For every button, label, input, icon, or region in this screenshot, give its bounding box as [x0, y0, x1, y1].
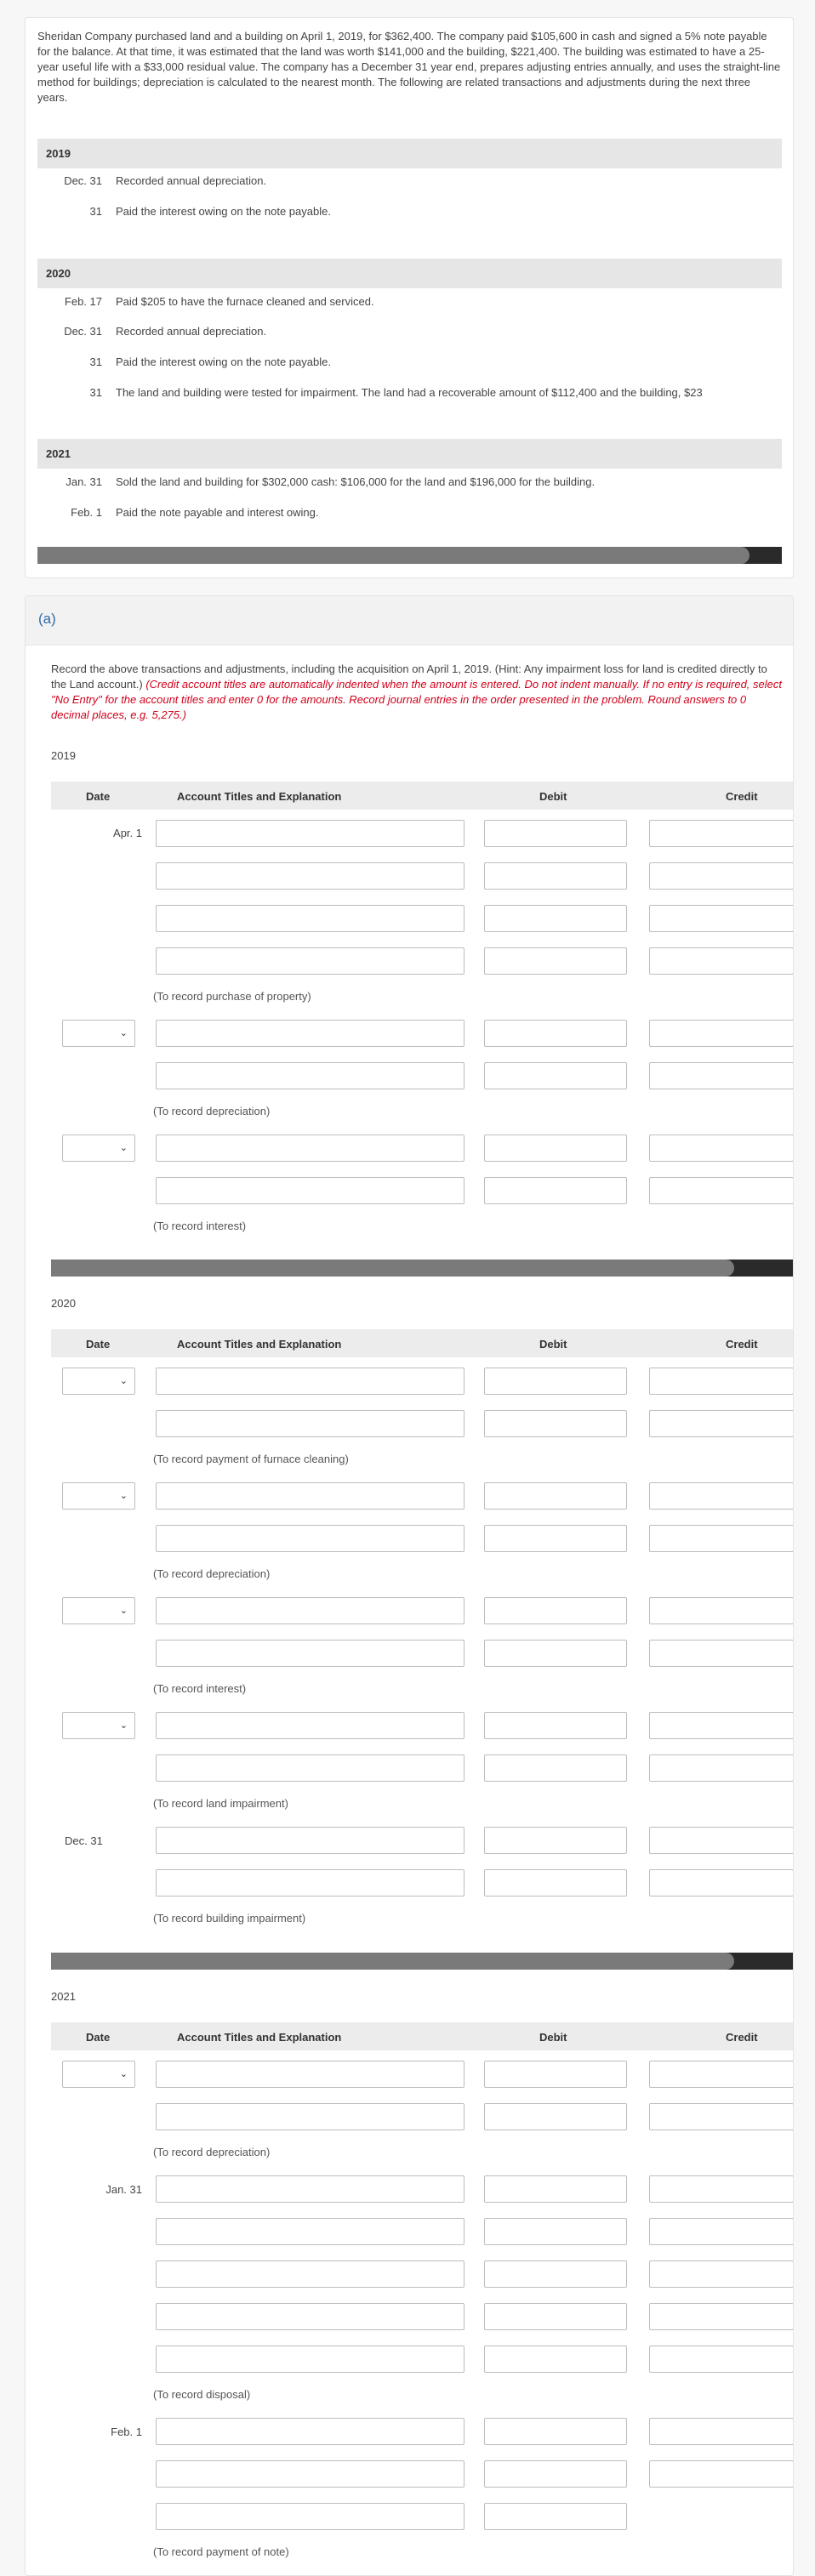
- debit-input[interactable]: [484, 905, 627, 932]
- account-input[interactable]: [156, 2418, 464, 2445]
- event-row: [89, 355, 331, 368]
- entry-memo: (To record building impairment): [153, 1912, 306, 1925]
- scrollbar-thumb[interactable]: [51, 1260, 734, 1277]
- debit-input[interactable]: [484, 2218, 627, 2245]
- account-input[interactable]: [156, 1134, 464, 1162]
- event-row: [89, 386, 783, 401]
- scrollbar-thumb[interactable]: [37, 547, 749, 564]
- date-header: Date: [86, 2031, 111, 2044]
- horizontal-scrollbar[interactable]: [51, 1260, 794, 1277]
- event-text: Paid the interest owing on the note payable.: [116, 355, 331, 368]
- year-header-2021: 2021: [37, 439, 782, 469]
- debit-input[interactable]: [484, 862, 627, 890]
- debit-input[interactable]: [484, 1482, 627, 1510]
- credit-input[interactable]: [649, 1177, 794, 1204]
- debit-input[interactable]: [484, 2260, 627, 2288]
- event-text: The land and building were tested for impairment. The land had a recoverable amount of $112,400 and the building, $23: [116, 386, 703, 399]
- debit-input[interactable]: [484, 2303, 627, 2330]
- debit-input[interactable]: [484, 1020, 627, 1047]
- account-input[interactable]: [156, 1754, 464, 1782]
- credit-input[interactable]: [649, 2303, 794, 2330]
- debit-input[interactable]: [484, 1754, 627, 1782]
- account-input[interactable]: [156, 1368, 464, 1395]
- credit-input[interactable]: [649, 1062, 794, 1089]
- chevron-down-icon: ⌄: [119, 1491, 128, 1501]
- debit-header: Debit: [539, 2031, 567, 2044]
- event-date: Dec. 31: [64, 325, 102, 338]
- event-row: [64, 174, 267, 187]
- instruction-warning: (Credit account titles are automatically indented when the amount is entered. Do not indent manually. If no entry is required, select "No Entry" for the account titles and enter 0 for the amounts. Record journal entries in the order presented in the problem. Round answers to 0 decimal places, e.g. 5,275.): [51, 678, 782, 721]
- part-a-card: [25, 595, 794, 2576]
- instruction-text: Record the above transactions and adjustments, including the acquisition on April 1, 2019. (Hint: Any impairment loss for land is credited directly to the Land account.): [51, 662, 767, 691]
- account-input[interactable]: [156, 1062, 464, 1089]
- event-row: [89, 205, 331, 218]
- part-label: (a): [38, 611, 56, 627]
- credit-input[interactable]: [649, 1410, 794, 1437]
- debit-input[interactable]: [484, 1640, 627, 1667]
- account-input[interactable]: [156, 1712, 464, 1739]
- event-date: 31: [89, 355, 102, 368]
- debit-input[interactable]: [484, 2346, 627, 2373]
- credit-input[interactable]: [649, 2061, 794, 2088]
- debit-header: Debit: [539, 790, 567, 803]
- date-select[interactable]: [62, 1368, 135, 1395]
- credit-input[interactable]: [649, 2460, 794, 2488]
- credit-header: Credit: [726, 1338, 758, 1351]
- event-row: [64, 325, 267, 338]
- account-input[interactable]: [156, 2218, 464, 2245]
- chevron-down-icon: ⌄: [119, 1143, 128, 1153]
- account-input[interactable]: [156, 2061, 464, 2088]
- credit-input[interactable]: [649, 1597, 794, 1624]
- account-input[interactable]: [156, 2175, 464, 2203]
- journal-header: [51, 782, 794, 810]
- credit-input[interactable]: [649, 2346, 794, 2373]
- debit-input[interactable]: [484, 1597, 627, 1624]
- entry-memo: (To record depreciation): [153, 1567, 271, 1580]
- entry-date: Jan. 31: [105, 2183, 142, 2196]
- debit-input[interactable]: [484, 2418, 627, 2445]
- event-date: Feb. 17: [64, 295, 102, 308]
- event-date: 31: [89, 205, 102, 218]
- event-date: Jan. 31: [66, 475, 102, 488]
- year-label-2020: 2020: [51, 1297, 76, 1310]
- debit-input[interactable]: [484, 1712, 627, 1739]
- debit-input[interactable]: [484, 2061, 627, 2088]
- entry-date: Dec. 31: [65, 1834, 103, 1847]
- event-row: [66, 475, 596, 488]
- journal-header: [51, 2022, 794, 2050]
- entry-memo: (To record depreciation): [153, 2146, 271, 2158]
- debit-input[interactable]: [484, 1869, 627, 1896]
- account-input[interactable]: [156, 1869, 464, 1896]
- debit-input[interactable]: [484, 2460, 627, 2488]
- instructions: [51, 662, 783, 723]
- debit-header: Debit: [539, 1338, 567, 1351]
- entry-memo: (To record interest): [153, 1220, 247, 1232]
- debit-input[interactable]: [484, 1827, 627, 1854]
- horizontal-scrollbar[interactable]: [51, 1953, 794, 1970]
- date-select[interactable]: [62, 1482, 135, 1510]
- chevron-down-icon: ⌄: [119, 2069, 128, 2079]
- account-header: Account Titles and Explanation: [177, 2031, 342, 2044]
- debit-input[interactable]: [484, 947, 627, 975]
- event-text: Paid $205 to have the furnace cleaned and serviced.: [116, 295, 374, 308]
- event-text: Sold the land and building for $302,000 cash: $106,000 for the land and $196,000 for the building.: [116, 475, 596, 488]
- debit-input[interactable]: [484, 2103, 627, 2130]
- event-date: Feb. 1: [71, 506, 102, 519]
- problem-card: [25, 17, 794, 578]
- credit-input[interactable]: [649, 1134, 794, 1162]
- event-text: Paid the note payable and interest owing.: [116, 506, 319, 519]
- horizontal-scrollbar[interactable]: [37, 547, 782, 564]
- debit-input[interactable]: [484, 2175, 627, 2203]
- debit-input[interactable]: [484, 1368, 627, 1395]
- credit-input[interactable]: [649, 2175, 794, 2203]
- account-header: Account Titles and Explanation: [177, 790, 342, 803]
- account-header: Account Titles and Explanation: [177, 1338, 342, 1351]
- event-row: [64, 295, 374, 308]
- credit-input[interactable]: [649, 862, 794, 890]
- account-input[interactable]: [156, 2460, 464, 2488]
- account-input[interactable]: [156, 820, 464, 847]
- credit-header: Credit: [726, 790, 758, 803]
- account-input[interactable]: [156, 2260, 464, 2288]
- entry-memo: (To record payment of note): [153, 2545, 289, 2558]
- date-header: Date: [86, 790, 111, 803]
- date-select[interactable]: [62, 1134, 135, 1162]
- debit-input[interactable]: [484, 1525, 627, 1552]
- event-text: Recorded annual depreciation.: [116, 174, 267, 187]
- date-select[interactable]: [62, 2061, 135, 2088]
- entry-memo: (To record land impairment): [153, 1797, 288, 1810]
- entry-memo: (To record payment of furnace cleaning): [153, 1453, 349, 1465]
- credit-input[interactable]: [649, 1482, 794, 1510]
- debit-input[interactable]: [484, 2503, 627, 2530]
- debit-input[interactable]: [484, 1062, 627, 1089]
- credit-input[interactable]: [649, 1640, 794, 1667]
- account-input[interactable]: [156, 1177, 464, 1204]
- credit-input[interactable]: [649, 2260, 794, 2288]
- account-input[interactable]: [156, 2346, 464, 2373]
- debit-input[interactable]: [484, 1410, 627, 1437]
- account-input[interactable]: [156, 2303, 464, 2330]
- account-input[interactable]: [156, 1482, 464, 1510]
- part-header: [26, 596, 793, 645]
- year-header-2020: 2020: [37, 259, 782, 288]
- problem-intro: Sheridan Company purchased land and a building on April 1, 2019, for $362,400. The company paid $105,600 in cash and signed a 5% note payable for the balance. At that time, it was estimated that the land was worth $141,000 and the building, $221,400. The building was estimated to have a 25-year useful life with a $33,000 residual value. The company has a December 31 year end, prepares adjusting entries annually, and uses the straight-line method for buildings; depreciation is calculated to the nearest month. The following are related transactions and adjustments during the next three years.: [37, 30, 781, 104]
- scrollbar-thumb[interactable]: [51, 1953, 734, 1970]
- credit-header: Credit: [726, 2031, 758, 2044]
- account-input[interactable]: [156, 905, 464, 932]
- event-date: Dec. 31: [64, 174, 102, 187]
- date-header: Date: [86, 1338, 111, 1351]
- account-input[interactable]: [156, 2103, 464, 2130]
- account-input[interactable]: [156, 2503, 464, 2530]
- chevron-down-icon: ⌄: [119, 1028, 128, 1038]
- account-input[interactable]: [156, 1410, 464, 1437]
- date-select[interactable]: [62, 1712, 135, 1739]
- credit-input[interactable]: [649, 1869, 794, 1896]
- year-label-2021: 2021: [51, 1990, 76, 2003]
- account-input[interactable]: [156, 1597, 464, 1624]
- event-row: [71, 506, 319, 519]
- event-text: Recorded annual depreciation.: [116, 325, 267, 338]
- date-select[interactable]: [62, 1597, 135, 1624]
- event-date: 31: [89, 386, 102, 399]
- credit-input[interactable]: [649, 1754, 794, 1782]
- account-input[interactable]: [156, 1640, 464, 1667]
- entry-date: Apr. 1: [113, 827, 142, 839]
- account-input[interactable]: [156, 1827, 464, 1854]
- year-label-2019: 2019: [51, 749, 76, 762]
- credit-input[interactable]: [649, 905, 794, 932]
- account-input[interactable]: [156, 862, 464, 890]
- entry-memo: (To record purchase of property): [153, 990, 311, 1003]
- year-header-2019: 2019: [37, 139, 782, 168]
- date-select[interactable]: [62, 1020, 135, 1047]
- entry-date: Feb. 1: [111, 2425, 142, 2438]
- chevron-down-icon: ⌄: [119, 1720, 128, 1731]
- credit-input[interactable]: [649, 1712, 794, 1739]
- credit-input[interactable]: [649, 1368, 794, 1395]
- debit-input[interactable]: [484, 820, 627, 847]
- credit-input[interactable]: [649, 1827, 794, 1854]
- chevron-down-icon: ⌄: [119, 1376, 128, 1386]
- entry-memo: (To record depreciation): [153, 1105, 271, 1117]
- account-input[interactable]: [156, 1525, 464, 1552]
- credit-input[interactable]: [649, 1020, 794, 1047]
- account-input[interactable]: [156, 1020, 464, 1047]
- chevron-down-icon: ⌄: [119, 1606, 128, 1616]
- event-text: Paid the interest owing on the note payable.: [116, 205, 331, 218]
- top-strip: [26, 0, 366, 5]
- account-input[interactable]: [156, 947, 464, 975]
- credit-input[interactable]: [649, 820, 794, 847]
- entry-memo: (To record disposal): [153, 2388, 251, 2401]
- credit-input[interactable]: [649, 2103, 794, 2130]
- debit-input[interactable]: [484, 1177, 627, 1204]
- credit-input[interactable]: [649, 1525, 794, 1552]
- entry-memo: (To record interest): [153, 1682, 247, 1695]
- debit-input[interactable]: [484, 1134, 627, 1162]
- credit-input[interactable]: [649, 2218, 794, 2245]
- journal-header: [51, 1329, 794, 1357]
- credit-input[interactable]: [649, 2418, 794, 2445]
- credit-input[interactable]: [649, 947, 794, 975]
